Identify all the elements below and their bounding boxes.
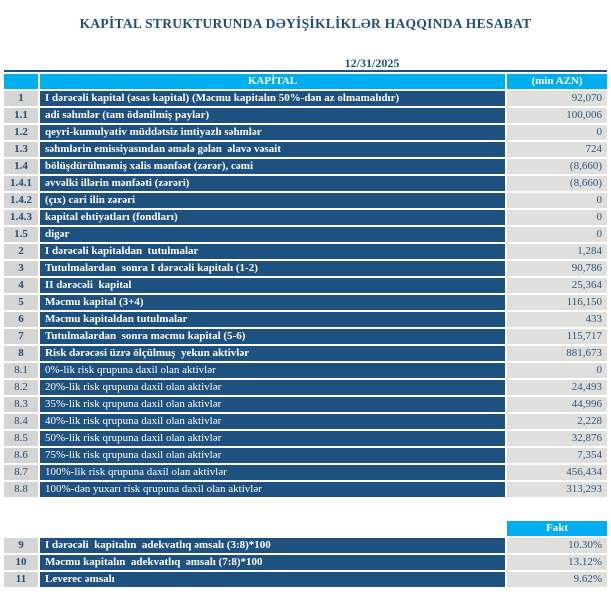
table-row xyxy=(4,312,607,327)
blank-cell xyxy=(4,521,38,536)
capital-table-section xyxy=(2,70,609,499)
capital-table-body xyxy=(4,91,607,497)
row-value: 0 xyxy=(507,210,607,225)
row-value: 0 xyxy=(507,193,607,208)
row-value: 0 xyxy=(507,363,607,378)
table-row xyxy=(4,380,607,395)
row-number: 8.2 xyxy=(4,380,38,395)
row-label: qeyri-kumulyativ müddətsiz imtiyazlı səhmlər xyxy=(40,125,505,140)
row-label: 0%-lik risk qrupuna daxil olan aktivlər xyxy=(40,363,505,378)
row-label: (çıx) cari ilin zərəri xyxy=(40,193,505,208)
row-label: I dərəcəli kapitaldan tutulmalar xyxy=(40,244,505,259)
row-number: 9 xyxy=(4,538,38,553)
row-value: 1,284 xyxy=(507,244,607,259)
row-label: II dərəcəli kapital xyxy=(40,278,505,293)
row-label: 20%-lik risk qrupuna daxil olan aktivlər xyxy=(40,380,505,395)
table-row xyxy=(4,482,607,497)
table-row xyxy=(4,261,607,276)
table-row xyxy=(4,244,607,259)
fakt-header-cell: Fakt xyxy=(507,521,607,536)
row-value: 7,354 xyxy=(507,448,607,463)
row-value: 115,717 xyxy=(507,329,607,344)
row-label: Tutulmalardan sonra I dərəcəli kapitalı (1-2) xyxy=(40,261,505,276)
row-number: 1.4.2 xyxy=(4,193,38,208)
row-value: 10.30% xyxy=(507,538,607,553)
row-number: 8.1 xyxy=(4,363,38,378)
row-label: 100%-dən yuxarı risk qrupuna daxil olan aktivlər xyxy=(40,482,505,497)
table-row xyxy=(4,538,607,553)
row-value: 724 xyxy=(507,142,607,157)
table-row xyxy=(4,159,607,174)
table-row xyxy=(4,329,607,344)
row-number: 10 xyxy=(4,555,38,570)
row-number: 11 xyxy=(4,572,38,587)
header-unit-cell: (min AZN) xyxy=(507,74,607,89)
table-row xyxy=(4,125,607,140)
row-number: 1.5 xyxy=(4,227,38,242)
row-value: 881,673 xyxy=(507,346,607,361)
row-label: Tutulmalardan sonra məcmu kapital (5-6) xyxy=(40,329,505,344)
row-value: 9.62% xyxy=(507,572,607,587)
table-row xyxy=(4,465,607,480)
page-title: KAPİTAL STRUKTURUNDA DƏYİŞİKLİKLƏR HAQQINDA HESABAT xyxy=(79,16,532,31)
table-row xyxy=(4,295,607,310)
row-label: 35%-lik risk qrupuna daxil olan aktivlər xyxy=(40,397,505,412)
table-row xyxy=(4,210,607,225)
row-value: 100,006 xyxy=(507,108,607,123)
header-corner-cell xyxy=(4,74,38,89)
table-row xyxy=(4,431,607,446)
table-row xyxy=(4,108,607,123)
row-label: adi səhmlər (tam ödənilmiş paylar) xyxy=(40,108,505,123)
row-number: 1.3 xyxy=(4,142,38,157)
row-label: Leverec əmsalı xyxy=(40,572,505,587)
row-number: 8.4 xyxy=(4,414,38,429)
row-value: 90,786 xyxy=(507,261,607,276)
row-number: 4 xyxy=(4,278,38,293)
row-label: Məcmu kapital (3+4) xyxy=(40,295,505,310)
row-value: (8,660) xyxy=(507,159,607,174)
row-label: 40%-lik risk qrupuna daxil olan aktivlər xyxy=(40,414,505,429)
row-number: 1.1 xyxy=(4,108,38,123)
row-number: 1.4.3 xyxy=(4,210,38,225)
blank-cell xyxy=(40,521,505,536)
row-value: 0 xyxy=(507,125,607,140)
table-row xyxy=(4,397,607,412)
row-value: 2,228 xyxy=(507,414,607,429)
table-row xyxy=(4,448,607,463)
row-value: 25,364 xyxy=(507,278,607,293)
header-capital-cell: KAPİTAL xyxy=(40,74,505,89)
table-row xyxy=(4,555,607,570)
row-value: 116,150 xyxy=(507,295,607,310)
row-value: 313,293 xyxy=(507,482,607,497)
row-label: Risk dərəcəsi üzrə ölçülmuş yekun aktivlər xyxy=(40,346,505,361)
row-number: 5 xyxy=(4,295,38,310)
table-row xyxy=(4,227,607,242)
table-row xyxy=(4,142,607,157)
row-number: 1.2 xyxy=(4,125,38,140)
row-number: 2 xyxy=(4,244,38,259)
row-number: 8.5 xyxy=(4,431,38,446)
row-number: 1.4.1 xyxy=(4,176,38,191)
row-number: 8.8 xyxy=(4,482,38,497)
table-row xyxy=(4,363,607,378)
row-label: Məcmu kapitalın adekvatlıq əmsalı (7:8)*100 xyxy=(40,555,505,570)
row-number: 6 xyxy=(4,312,38,327)
table-header-row xyxy=(4,74,607,89)
row-label: I dərəcəli kapitalın adekvatlıq əmsalı (3:8)*100 xyxy=(40,538,505,553)
table-row xyxy=(4,278,607,293)
row-value: 433 xyxy=(507,312,607,327)
row-value: 32,876 xyxy=(507,431,607,446)
ratios-table-section xyxy=(2,519,609,589)
row-value: 44,996 xyxy=(507,397,607,412)
ratios-table-body xyxy=(4,538,607,587)
table-row xyxy=(4,193,607,208)
row-number: 8.7 xyxy=(4,465,38,480)
row-number: 1 xyxy=(4,91,38,106)
row-number: 8 xyxy=(4,346,38,361)
row-label: kapital ehtiyatları (fondları) xyxy=(40,210,505,225)
row-label: 75%-lik risk qrupuna daxil olan aktivlər xyxy=(40,448,505,463)
row-label: səhmlərin emissiyasından əmələ gələn əlavə vəsait xyxy=(40,142,505,157)
table-row xyxy=(4,176,607,191)
report-date: 12/31/2025 xyxy=(344,56,400,70)
row-value: 24,493 xyxy=(507,380,607,395)
ratios-header-row xyxy=(4,521,607,536)
row-value: 0 xyxy=(507,227,607,242)
table-row xyxy=(4,572,607,587)
row-label: I dərəcəli kapital (əsas kapital) (Məcmu kapitalın 50%-dən az olmamalıdır) xyxy=(40,91,505,106)
row-label: digər xyxy=(40,227,505,242)
row-label: 100%-lik risk qrupuna daxil olan aktivlər xyxy=(40,465,505,480)
row-value: 456,434 xyxy=(507,465,607,480)
table-row xyxy=(4,414,607,429)
row-number: 3 xyxy=(4,261,38,276)
row-number: 8.6 xyxy=(4,448,38,463)
table-row xyxy=(4,91,607,106)
row-label: Məcmu kapitaldan tutulmalar xyxy=(40,312,505,327)
row-value: 92,070 xyxy=(507,91,607,106)
row-label: 50%-lik risk qrupuna daxil olan aktivlər xyxy=(40,431,505,446)
row-number: 7 xyxy=(4,329,38,344)
row-value: (8,660) xyxy=(507,176,607,191)
table-row xyxy=(4,346,607,361)
capital-table xyxy=(2,72,609,499)
row-label: bölüşdürülməmiş xalis mənfəət (zərər), cəmi xyxy=(40,159,505,174)
row-label: əvvəlki illərin mənfəəti (zərəri) xyxy=(40,176,505,191)
ratios-table xyxy=(2,519,609,589)
row-value: 13.12% xyxy=(507,555,607,570)
row-number: 1.4 xyxy=(4,159,38,174)
row-number: 8.3 xyxy=(4,397,38,412)
